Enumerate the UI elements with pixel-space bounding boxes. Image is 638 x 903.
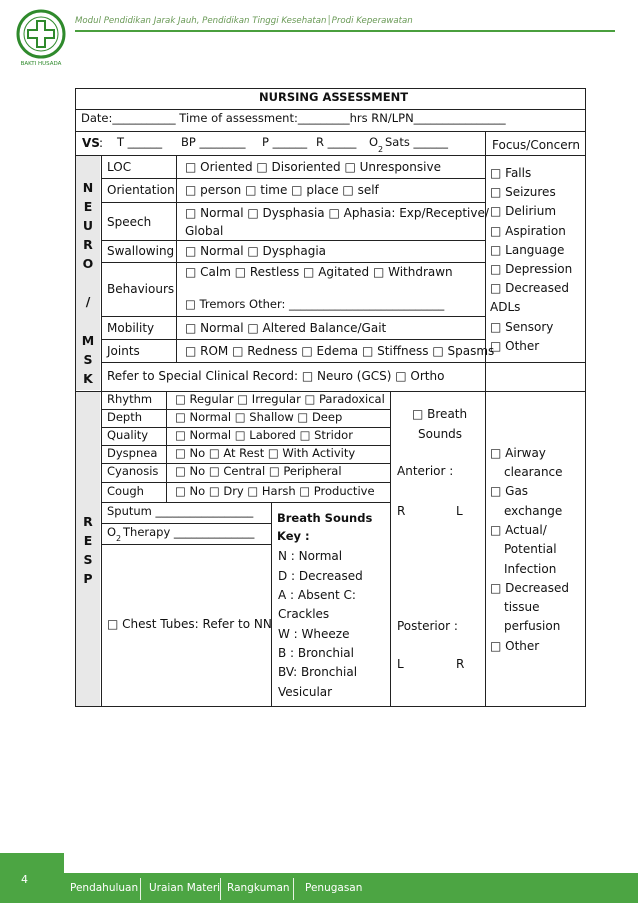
neuro-focus-item[interactable]: □ Falls (490, 166, 532, 180)
resp-row-options[interactable]: □ Normal □ Shallow □ Deep (175, 410, 343, 424)
neuro-row-label: Swallowing (107, 244, 175, 258)
neuro-row-options-cont: Global (185, 224, 224, 238)
nav-uraian-materi[interactable]: Uraian Materi (149, 882, 221, 894)
vs-blood-pressure[interactable]: BP ________ (181, 135, 246, 149)
vs-respiration[interactable]: R _____ (316, 135, 357, 149)
vs-o2-sats[interactable]: Sats ______ (385, 135, 449, 149)
o2-therapy-subscript: 2 (116, 534, 122, 543)
anterior-right: R (397, 504, 406, 518)
resp-side-shade (76, 391, 100, 706)
neuro-row-label: Orientation (107, 183, 175, 197)
neuro-side-letter: K (83, 371, 93, 386)
neuro-referral[interactable]: Refer to Special Clinical Record: □ Neuro (GCS) □ Ortho (107, 369, 445, 383)
anterior-left: L (456, 504, 463, 518)
resp-focus-item[interactable]: □ Actual/ (490, 523, 547, 537)
neuro-side-letter: O (82, 256, 94, 271)
neuro-focus-item[interactable]: □ Seizures (490, 185, 556, 199)
neuro-focus-item[interactable]: □ Aspiration (490, 224, 566, 238)
vs-pulse[interactable]: P ______ (262, 135, 308, 149)
nav-separator (293, 878, 294, 900)
resp-row-label: Dyspnea (107, 446, 158, 460)
neuro-row-options[interactable]: □ Normal □ Dysphasia □ Aphasia: Exp/Receptive/ (185, 206, 489, 220)
breath-key-title: Breath Sounds (277, 511, 373, 525)
course-header: Modul Pendidikan Jarak Jauh, Pendidikan Tinggi Kesehatan│Prodi Keperawatan (75, 16, 413, 26)
o2-therapy-field[interactable]: Therapy ______________ (123, 525, 255, 539)
neuro-row-label: Behaviours (107, 282, 175, 296)
resp-focus-item: exchange (504, 504, 563, 518)
neuro-side-letter: / (85, 294, 91, 309)
neuro-side-letter: E (83, 199, 93, 214)
resp-row-options[interactable]: □ Normal □ Labored □ Stridor (175, 428, 353, 442)
neuro-row-options[interactable]: □ person □ time □ place □ self (185, 183, 379, 197)
focus-concern-header: Focus/Concern (492, 138, 580, 152)
breath-key-item: A : Absent C: (278, 588, 356, 602)
breath-key-label: Key : (277, 529, 310, 543)
institution-logo (15, 8, 67, 70)
neuro-focus-item[interactable]: □ Sensory (490, 320, 554, 334)
neuro-focus-item[interactable]: □ Depression (490, 262, 573, 276)
breath-sounds-checkbox[interactable]: □ Breath (412, 407, 468, 421)
neuro-side-letter: N (82, 180, 94, 195)
nav-separator (220, 878, 221, 900)
resp-focus-item: perfusion (504, 619, 561, 633)
neuro-row-options[interactable]: □ Normal □ Altered Balance/Gait (185, 321, 387, 335)
resp-row-options[interactable]: □ No □ Central □ Peripheral (175, 464, 342, 478)
anterior-label: Anterior : (397, 464, 454, 478)
page-number-block (0, 853, 64, 903)
breath-key-item: Crackles (278, 607, 330, 621)
neuro-row-options[interactable]: □ Oriented □ Disoriented □ Unresponsive (185, 160, 441, 174)
nav-penugasan[interactable]: Penugasan (305, 882, 363, 894)
resp-row-options[interactable]: □ No □ Dry □ Harsh □ Productive (175, 484, 375, 498)
neuro-row-options[interactable]: □ ROM □ Redness □ Edema □ Stiffness □ Spasms (185, 344, 495, 358)
date-time-line[interactable]: Date:___________ Time of assessment:_________hrs RN/LPN________________ (81, 111, 506, 125)
neuro-row-label: Speech (107, 215, 152, 229)
chest-tubes[interactable]: □ Chest Tubes: Refer to NN (107, 617, 272, 631)
breath-key-item: BV: Bronchial (278, 665, 358, 679)
neuro-focus-item[interactable]: □ Decreased (490, 281, 570, 295)
header-rule (75, 30, 615, 32)
vs-o2-subscript: 2 (378, 145, 384, 154)
neuro-side-letter: R (83, 237, 93, 252)
neuro-row-options[interactable]: □ Calm □ Restless □ Agitated □ Withdrawn (185, 265, 453, 279)
resp-row-label: Depth (107, 410, 143, 424)
resp-focus-item: Potential (504, 542, 557, 556)
neuro-side-letter: S (83, 352, 93, 367)
resp-side-letter: P (83, 571, 93, 586)
vs-colon: : (99, 136, 104, 150)
posterior-right: R (456, 657, 465, 671)
resp-focus-item: clearance (504, 465, 563, 479)
neuro-row-label: Mobility (107, 321, 155, 335)
breath-key-item: W : Wheeze (278, 627, 350, 641)
o2-therapy-letter: O (107, 525, 117, 539)
resp-row-options[interactable]: □ No □ At Rest □ With Activity (175, 446, 356, 460)
resp-focus-item[interactable]: □ Airway (490, 446, 546, 460)
resp-focus-item[interactable]: □ Other (490, 639, 540, 653)
breath-key-item: B : Bronchial (278, 646, 354, 660)
neuro-row-options[interactable]: □ Normal □ Dysphagia (185, 244, 327, 258)
resp-row-options[interactable]: □ Regular □ Irregular □ Paradoxical (175, 392, 385, 406)
resp-focus-item: tissue (504, 600, 540, 614)
resp-row-label: Quality (107, 428, 149, 442)
neuro-side-letter: M (81, 333, 95, 348)
posterior-left: L (397, 657, 404, 671)
resp-side-letter: R (83, 514, 93, 529)
resp-side-letter: E (83, 533, 93, 548)
nav-separator (140, 878, 141, 900)
resp-row-label: Rhythm (107, 392, 153, 406)
page-number: 4 (21, 873, 28, 886)
breath-key-item: D : Decreased (278, 569, 363, 583)
resp-focus-item[interactable]: □ Decreased (490, 581, 570, 595)
neuro-row-label: Joints (107, 344, 140, 358)
breath-key-item: Vesicular (278, 685, 333, 699)
sputum-field[interactable]: Sputum _________________ (107, 504, 254, 518)
posterior-label: Posterior : (397, 619, 458, 633)
neuro-row-label: LOC (107, 160, 132, 174)
vs-label: VS (82, 136, 100, 150)
neuro-row-options-cont[interactable]: □ Tremors Other: ___________________________ (185, 297, 445, 311)
neuro-focus-item[interactable]: □ Language (490, 243, 565, 257)
nav-rangkuman[interactable]: Rangkuman (227, 882, 290, 894)
vs-temperature[interactable]: T ______ (117, 135, 163, 149)
breath-key-item: N : Normal (278, 549, 343, 563)
nav-pendahuluan[interactable]: Pendahuluan (70, 882, 139, 894)
neuro-focus-item[interactable]: □ Other (490, 339, 540, 353)
form-title: NURSING ASSESSMENT (259, 90, 409, 104)
breath-sounds-checkbox-cont: Sounds (418, 427, 463, 441)
neuro-focus-item[interactable]: □ Delirium (490, 204, 557, 218)
resp-row-label: Cough (107, 484, 144, 498)
resp-row-label: Cyanosis (107, 464, 159, 478)
resp-side-letter: S (83, 552, 93, 567)
neuro-side-letter: U (82, 218, 94, 233)
resp-focus-item[interactable]: □ Gas (490, 484, 529, 498)
logo-text: BAKTI HUSADA (20, 61, 62, 67)
neuro-focus-item: ADLs (490, 300, 521, 314)
vs-o2-letter: O (369, 135, 379, 149)
resp-focus-item: Infection (504, 562, 557, 576)
